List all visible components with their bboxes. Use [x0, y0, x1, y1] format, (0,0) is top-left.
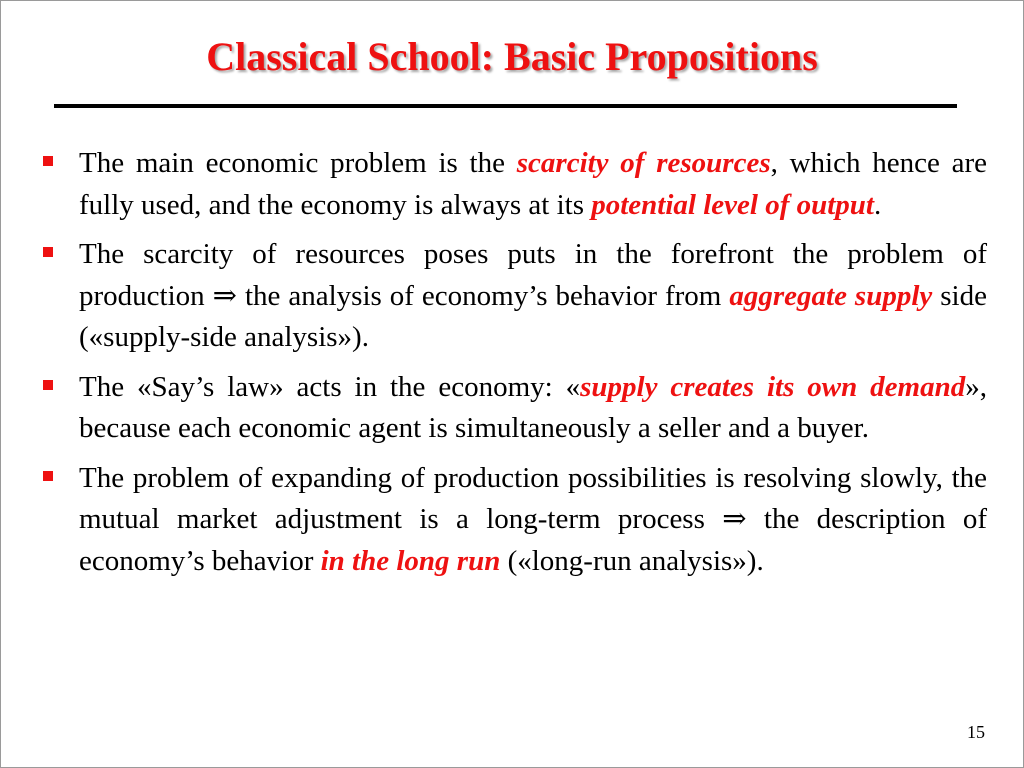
bullet-text: the analysis of economy’s behavior from: [236, 279, 730, 312]
square-bullet-icon: [43, 247, 53, 257]
square-bullet-icon: [43, 471, 53, 481]
bullet-text: , which hence are fully used, and the economy is always at its: [79, 147, 988, 221]
highlight-potential-level-of-output: potential level of output: [591, 188, 874, 221]
highlight-supply-creates-its-own-demand: supply creates its own demand: [580, 370, 966, 403]
implies-arrow-icon: ⇒: [722, 503, 747, 535]
bullet-text: side («supply-side analysis»).: [79, 279, 987, 353]
bullet-list: [37, 143, 987, 590]
bullet-item-1: [37, 143, 987, 226]
highlight-scarcity-of-resources: scarcity of resources: [516, 147, 771, 179]
title-underline: [54, 104, 957, 108]
square-bullet-icon: [43, 380, 53, 390]
bullet-item-4: [37, 458, 987, 583]
bullet-text: The main economic problem is the: [79, 147, 517, 179]
bullet-text: The scarcity of resources poses puts in the forefront the problem of production: [79, 238, 987, 312]
bullet-text: », because each economic agent is simultaneously a seller and a buyer.: [79, 370, 987, 444]
square-bullet-icon: [43, 156, 53, 166]
bullet-text: («long-run analysis»).: [500, 544, 764, 577]
bullet-text: The problem of expanding of production possibilities is resolving slowly, the mutual market adjustment is a long-term process: [79, 461, 987, 535]
slide-title: Classical School: Basic Propositions: [206, 34, 818, 79]
bullet-item-2: [37, 234, 987, 359]
highlight-aggregate-supply: aggregate supply: [729, 279, 933, 312]
bullet-item-3: [37, 367, 987, 450]
implies-arrow-icon: ⇒: [212, 279, 237, 312]
bullet-text: The «Say’s law» acts in the economy: «: [79, 370, 581, 403]
bullet-text: .: [873, 188, 882, 221]
bullet-text: the description of economy’s behavior: [79, 503, 988, 577]
highlight-in-the-long-run: in the long run: [320, 544, 501, 577]
page-number: 15: [967, 722, 985, 742]
